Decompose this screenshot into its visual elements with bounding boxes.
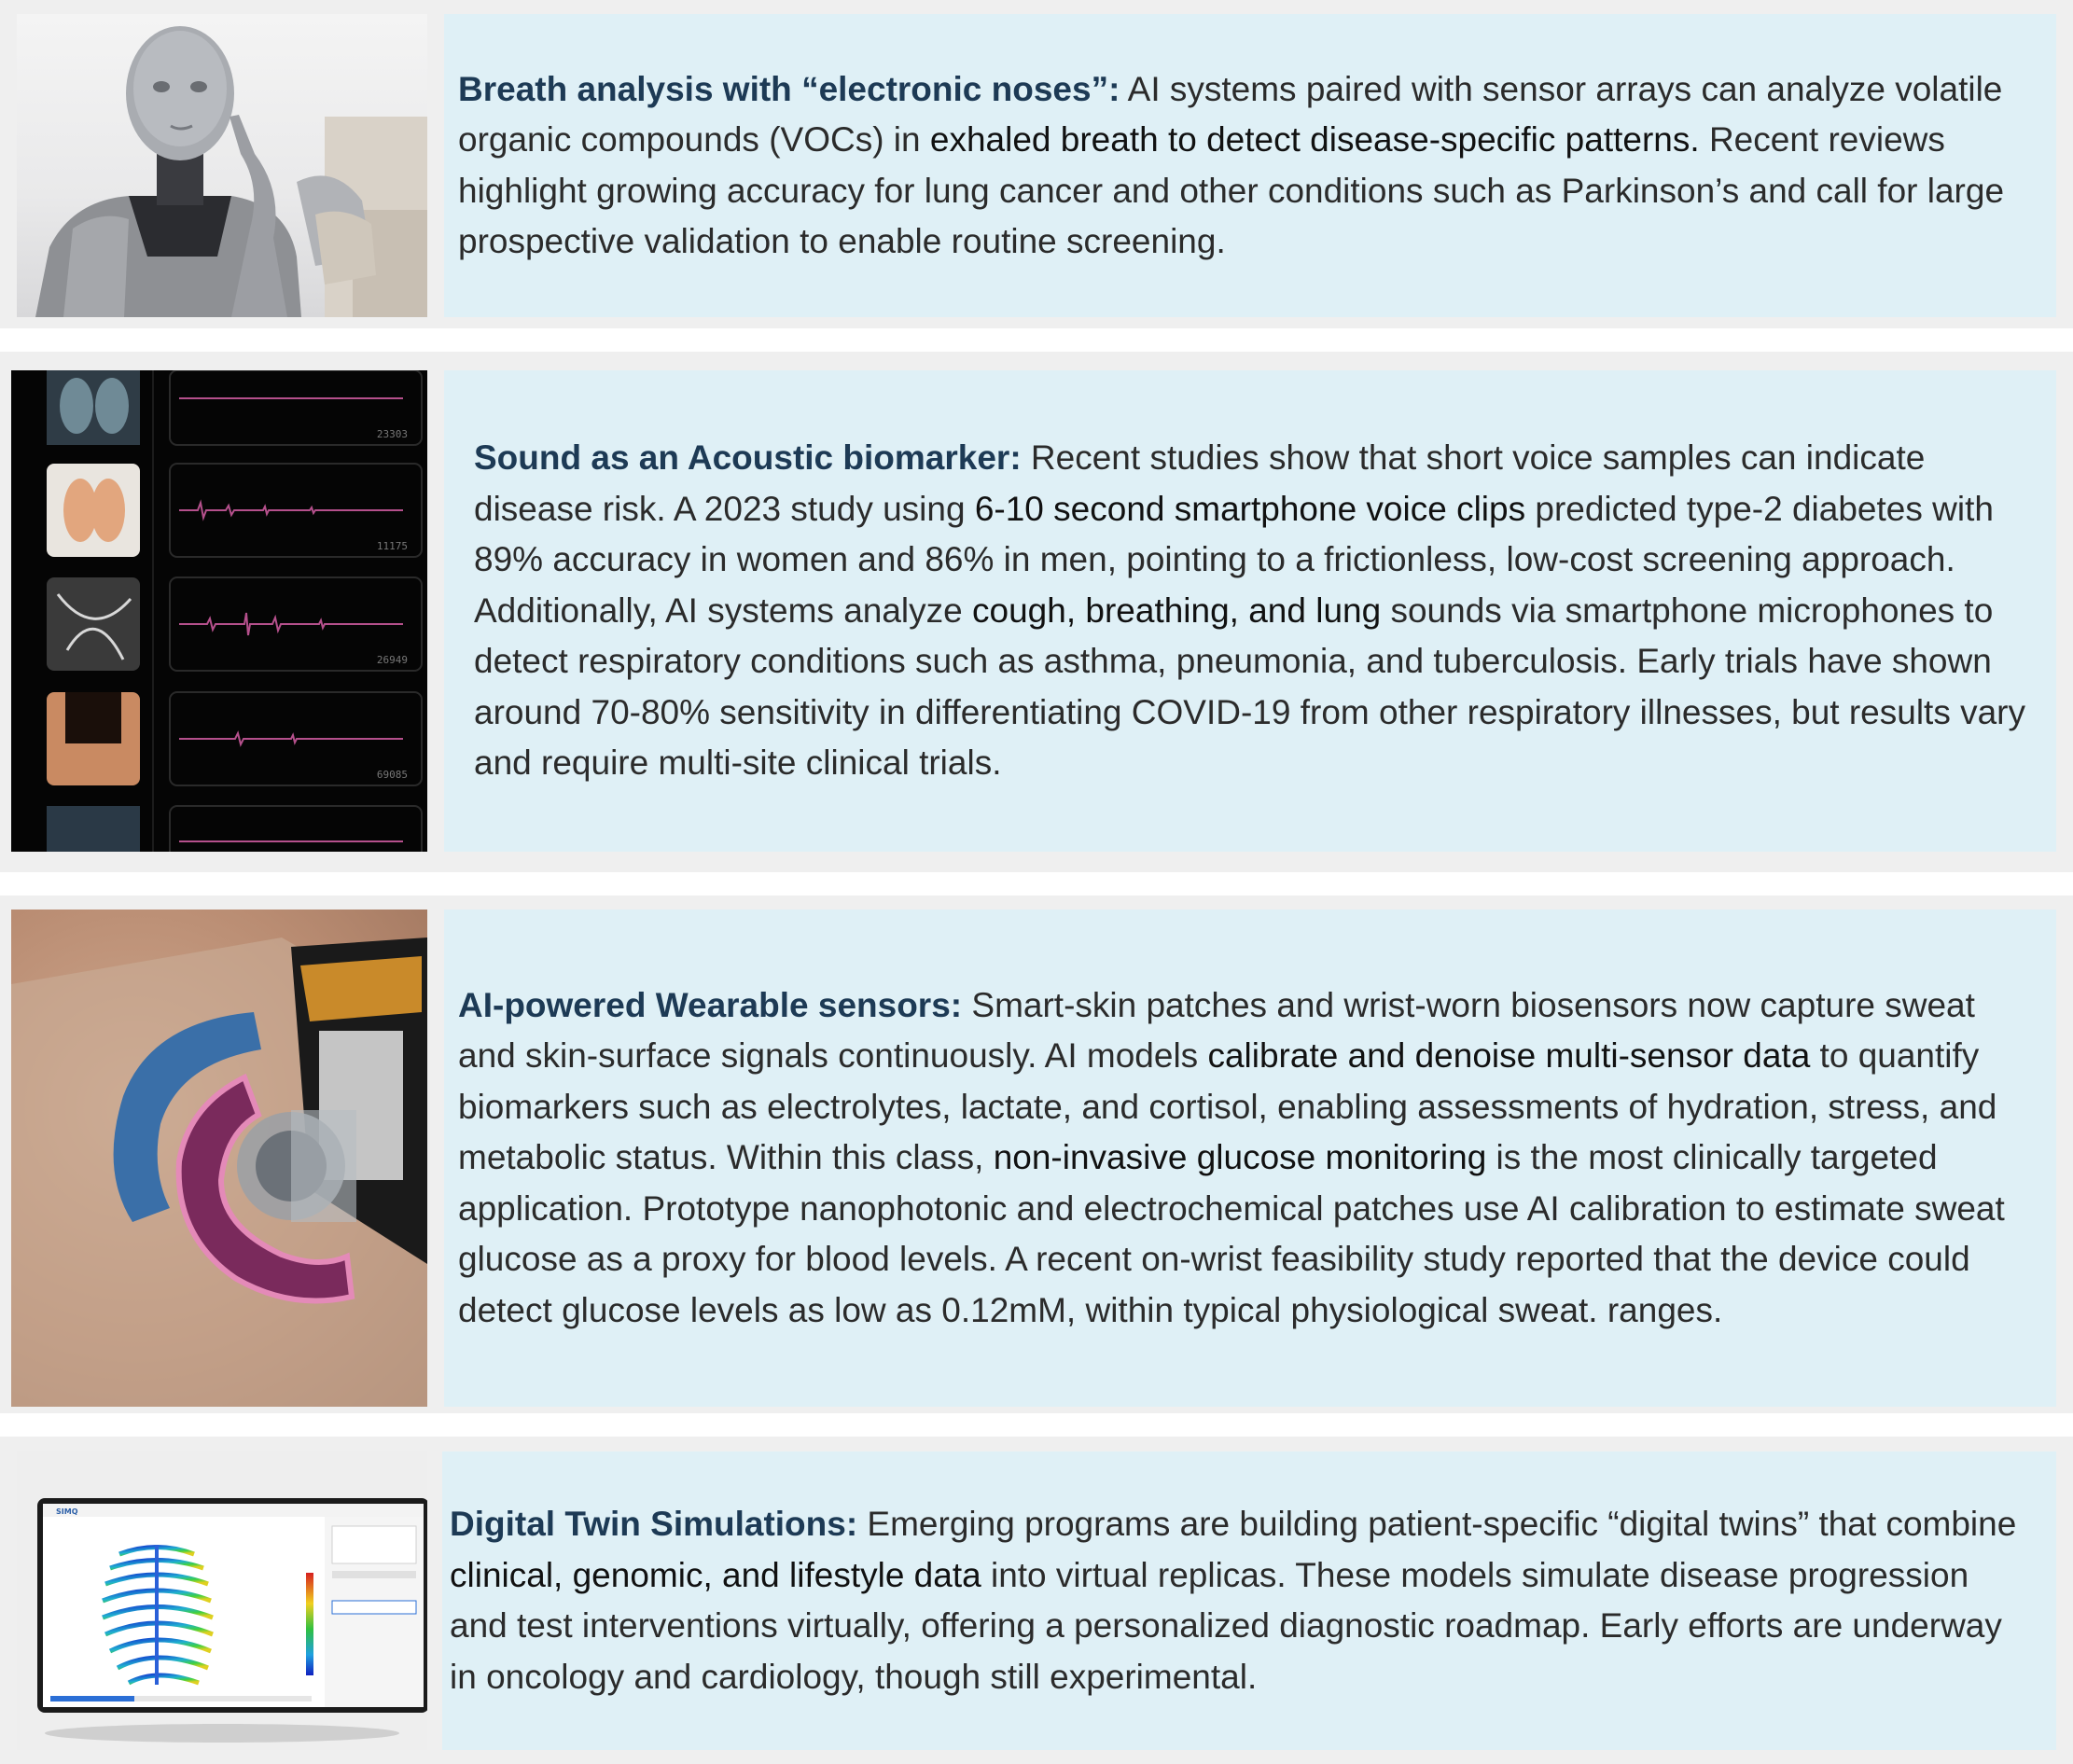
waveform-id: 26949 [376, 654, 408, 666]
highlighted-text: non-invasive glucose monitoring [993, 1138, 1487, 1177]
card-heading: Digital Twin Simulations: [450, 1505, 858, 1543]
acoustic-waveform-image [11, 370, 427, 852]
screen-brand-label: SIMQ [56, 1507, 78, 1516]
body-text: sounds via smartphone microphones to detect respiratory conditions such as asthma, pneumonia, and tuberculosis. Early trials have shown around 70-80% sensitivity in differentiating COVID-19 from other respiratory illnesses, but results vary and require multi-site clinical trials. [474, 590, 2025, 783]
digital-twin-monitor-image [17, 1451, 427, 1750]
body-text: Recent reviews highlight growing accuracy for lung cancer and other conditions such as Parkinson’s and call for large prospective validation to enable routine screening. [458, 120, 2005, 260]
highlighted-text: 6-10 second smartphone voice clips [974, 489, 1526, 528]
highlighted-text: calibrate and denoise multi-sensor data [1207, 1036, 1811, 1076]
highlighted-text: clinical, genomic, and lifestyle data [450, 1555, 981, 1594]
highlighted-text: exhaled breath to detect disease-specific patterns. [929, 120, 1700, 159]
body-text: Recent studies show that short voice samples can indicate disease risk. A 2023 study using [474, 438, 1926, 528]
wearable-sensors-text [444, 910, 2056, 1407]
card-digital-twin [0, 1437, 2073, 1764]
humanoid-robot-image [17, 14, 427, 317]
body-text: Smart-skin patches and wrist-worn biosensors now capture sweat and skin-surface signals continuously. AI models [458, 985, 1975, 1076]
card-heading: Sound as an Acoustic biomarker: [474, 438, 1022, 478]
card-heading: Breath analysis with “electronic noses”: [458, 69, 1120, 108]
body-text: predicted type-2 diabetes with 89% accuracy in women and 86% in men, pointing to a frictionless, low-cost screening approach. Additionally, AI systems analyze [474, 489, 1994, 630]
waveform-id: 23303 [376, 428, 408, 440]
body-text: into virtual replicas. These models simulate disease progression and test interventions virtually, offering a personalized diagnostic roadmap. Early efforts are underway in oncology and cardiology, though still experimental. [450, 1555, 2002, 1696]
breath-analysis-text [444, 14, 2056, 317]
card-wearable-sensors [0, 896, 2073, 1413]
card-breath-analysis [0, 0, 2073, 328]
acoustic-biomarker-text [444, 370, 2056, 852]
body-text: to quantify biomarkers such as electrolytes, lactate, and cortisol, enabling assessments of hydration, stress, and metabolic status. Within this class, [458, 1036, 1997, 1177]
body-text: Emerging programs are building patient-specific “digital twins” that combine [857, 1505, 2017, 1543]
card-acoustic-biomarker [0, 352, 2073, 872]
wearable-patch-image [11, 910, 427, 1407]
body-text: is the most clinically targeted application. Prototype nanophotonic and electrochemical patches use AI calibration to estimate sweat glucose as a proxy for blood levels. A recent on-wrist feasibility study reported that the device could detect glucose levels as low as 0.12mM, within typical physiological sweat. ranges. [458, 1138, 2005, 1329]
waveform-id: 69085 [376, 769, 408, 781]
waveform-id: 11175 [376, 540, 408, 552]
highlighted-text: cough, breathing, and lung [972, 590, 1382, 630]
card-heading: AI-powered Wearable sensors: [458, 985, 963, 1024]
digital-twin-text [442, 1451, 2056, 1750]
body-text: AI systems paired with sensor arrays can analyze volatile organic compounds (VOCs) in [458, 69, 2003, 159]
